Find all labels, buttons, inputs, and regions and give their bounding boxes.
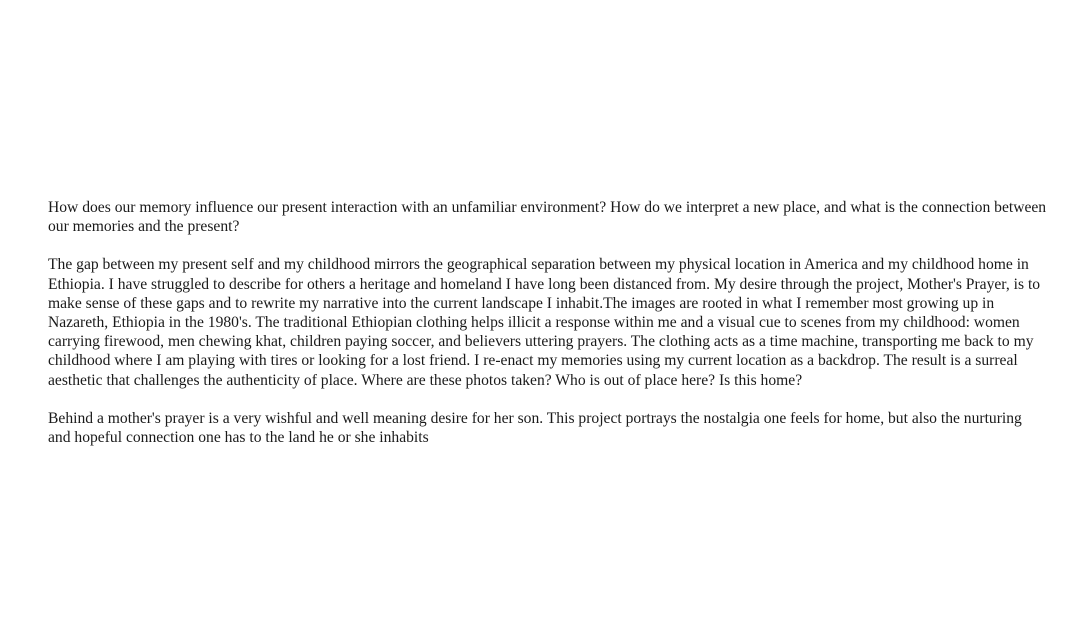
- statement-paragraph-2: The gap between my present self and my childhood mirrors the geographical separation between my physical location in America and my childhood home in Ethiopia. I have struggled to describe for others a heritage and homeland I have long been distanced from. My desire through the project, Mother's Prayer, is to make sense of these gaps and to rewrite my narrative into the current landscape I inhabit.The images are rooted in what I remember most growing up in Nazareth, Ethiopia in the 1980's. The traditional Ethiopian clothing helps illicit a response within me and a visual cue to scenes from my childhood: women carrying firewood, men chewing khat, children paying soccer, and believers uttering prayers. The clothing acts as a time machine, transporting me back to my childhood where I am playing with tires or looking for a lost friend. I re-enact my memories using my current location as a backdrop. The result is a surreal aesthetic that challenges the authenticity of place. Where are these photos taken? Who is out of place here? Is this home?: [48, 256, 1041, 389]
- statement-paragraph-1: How does our memory influence our present interaction with an unfamiliar environment? How do we interpret a new place, and what is the connection between our memories and the present?: [48, 199, 1047, 236]
- statement-paragraph-3: Behind a mother's prayer is a very wishful and well meaning desire for her son. This project portrays the nostalgia one feels for home, but also the nurturing and hopeful connection one has to the land he or she inhabits: [48, 409, 1022, 447]
- artist-statement: [48, 198, 1048, 466]
